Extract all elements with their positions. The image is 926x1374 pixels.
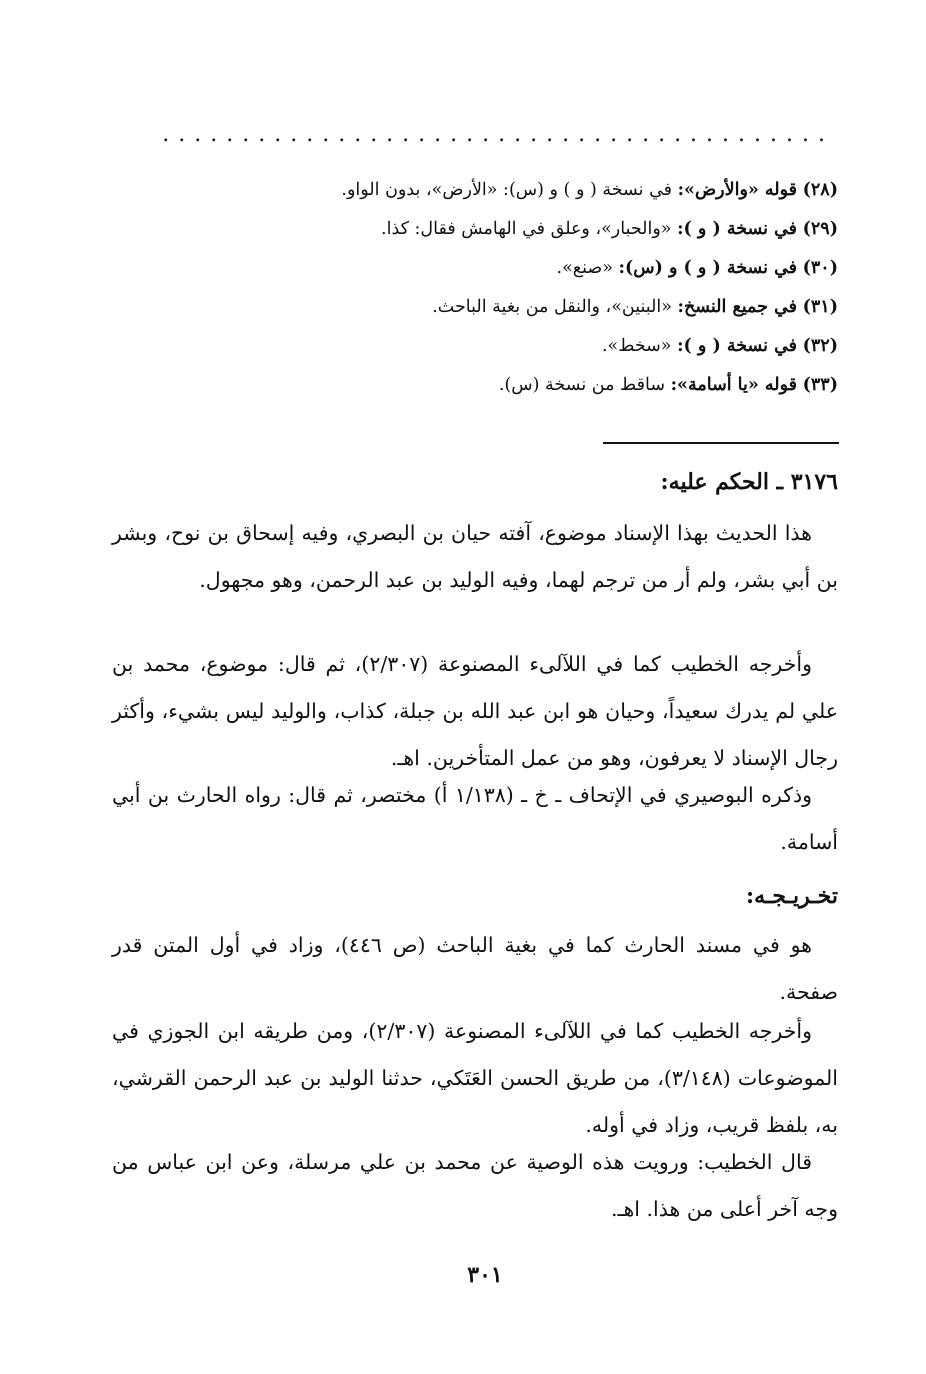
- footnote-text: «سخط».: [601, 336, 678, 356]
- takhrij-heading: تخـريـجـه:: [745, 883, 838, 909]
- takhrij-paragraph-3: قال الخطيب: ورويت هذه الوصية عن محمد بن علي مرسلة، وعن ابن عباس من وجه آخر أعلى من هذا. اهـ.: [112, 1150, 838, 1221]
- footnote-text: ساقط من نسخة (س).: [498, 375, 671, 395]
- footnote-lead: في نسخة ( و ):: [677, 336, 798, 356]
- footnote-text: في نسخة ( و ) و (س): «الأرض»، بدون الواو.: [341, 180, 678, 200]
- footnote-lead: في نسخة ( و ):: [677, 219, 798, 239]
- page-number: ٣٠١: [467, 1262, 503, 1288]
- takhrij-paragraph-1: هو في مسند الحارث كما في بغية الباحث (ص ٤٤٦)، وزاد في أول المتن قدر صفحة.: [112, 933, 838, 1004]
- footnote-number: (٢٩): [802, 219, 838, 239]
- section-divider: [603, 442, 839, 444]
- footnote-text: «والحبار»، وعلق في الهامش فقال: كذا.: [381, 219, 678, 239]
- footnote-lead: قوله «يا أسامة»:: [670, 375, 798, 395]
- dotted-separator: ..........................................: [162, 122, 834, 147]
- takhrij-paragraph-2: وأخرجه الخطيب كما في اللآلىء المصنوعة (٢/٣٠٧)، ومن طريقه ابن الجوزي في الموضوعات (٣/١٤٨)، من طريق الحسن العَتَكي، حدثنا الوليد بن عبد الرحمن القرشي، به، بلفظ قريب، وزاد في أوله.: [112, 1019, 838, 1137]
- ruling-heading: ٣١٧٦ ـ الحكم عليه:: [660, 469, 838, 495]
- footnote-text: «صنع».: [556, 258, 619, 278]
- footnote-lead: في جميع النسخ:: [677, 297, 798, 317]
- footnote-lead: في نسخة ( و ) و (س):: [618, 258, 798, 278]
- footnote-number: (٢٨): [802, 180, 838, 200]
- footnote-item: [118, 327, 838, 366]
- footnote-lead: قوله «والأرض»:: [677, 180, 798, 200]
- footnote-item: [118, 171, 838, 210]
- footnote-number: (٣٣): [802, 375, 838, 395]
- ruling-paragraph-3: وذكره البوصيري في الإتحاف ـ خ ـ (١/١٣٨ أ) مختصر، ثم قال: رواه الحارث بن أبي أسامة.: [112, 783, 838, 854]
- footnote-item: [118, 288, 838, 327]
- footnote-number: (٣١): [802, 297, 838, 317]
- footnote-number: (٣٠): [802, 258, 838, 278]
- footnote-text: «البنين»، والنقل من بغية الباحث.: [432, 297, 678, 317]
- footnote-item: [118, 366, 838, 405]
- footnotes-list: [118, 171, 838, 405]
- footnote-number: (٣٢): [802, 336, 838, 356]
- ruling-paragraph-1: هذا الحديث بهذا الإسناد موضوع، آفته حيان بن البصري، وفيه إسحاق بن نوح، وبشر بن أبي بشر، ولم أر من ترجم لهما، وفيه الوليد بن عبد الرحمن، وهو مجهول.: [112, 521, 838, 592]
- footnote-item: [118, 210, 838, 249]
- footnote-item: [118, 249, 838, 288]
- ruling-paragraph-2: وأخرجه الخطيب كما في اللآلىء المصنوعة (٢/٣٠٧)، ثم قال: موضوع، محمد بن علي لم يدرك سعيداً، وحيان هو ابن عبد الله بن جبلة، كذاب، والوليد ليس بشيء، وأكثر رجال الإسناد لا يعرفون، وهو من عمل المتأخرين. اهـ.: [112, 652, 838, 770]
